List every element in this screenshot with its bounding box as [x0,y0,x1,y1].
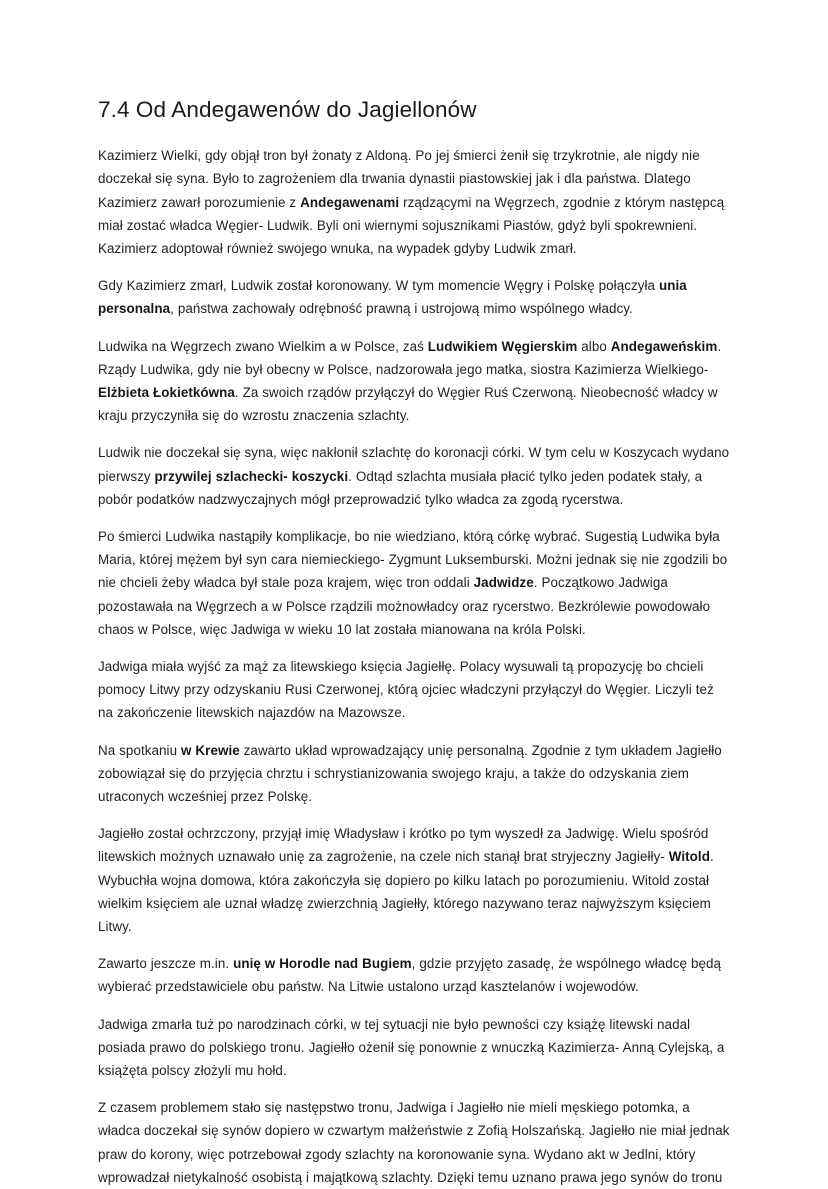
body-text: Na spotkaniu [98,742,182,758]
body-text: Jadwiga miała wyjść za mąż za litewskiego księcia Jagiełłę. Polacy wysuwali tą propozycję bo chcieli pomocy Litwy przy odzyskaniu Rusi Czerwonej, którą ojciec władczyni przyłączył do Węgier. Liczyli też na zakończenie litewskich najazdów na Mazowsze. [98,658,714,721]
body-text: . Za swoich rządów przyłączył do Węgier Ruś Czerwoną. Nieobecność władcy w kraju przyczyniła się do wzrostu znaczenia szlachty. [98,384,718,424]
paragraph [98,525,732,641]
emphasis-text: w Krewie [181,742,240,758]
body-text: . Początkowo Jadwiga pozostawała na Węgrzech a w Polsce rządzili możnowładcy oraz rycerstwo. Bezkrólewie powodowało chaos w Polsce, więc Jadwiga w wieku 10 lat została mianowana na króla Polski. [98,575,711,637]
body-text: , gdzie przyjęto zasadę, że wspólnego władcę będą wybierać przedstawiciele obu państw. Na Litwie ustalono urząd kasztelanów i wojewodów. [98,956,722,995]
paragraph [98,441,732,511]
emphasis-text: Ludwikiem Węgierskim [427,338,578,354]
emphasis-text: Jadwidze [473,575,534,591]
body-text: Ludwik nie doczekał się syna, więc nakłonił szlachtę do koronacji córki. W tym celu w Koszycach wydano pierwszy [98,445,730,484]
paragraph [98,144,732,260]
paragraph [98,274,732,320]
paragraph [98,739,732,809]
body-text: . Wybuchła wojna domowa, która zakończyła się dopiero po kilku latach po porozumieniu. Witold został wielkim księciem ale uznał władzę zwierzchnią Jagiełły, którego nazywano teraz najwyższym księciem Litwy. [98,849,714,935]
body-text: . Rządy Ludwika, gdy nie był obecny w Polsce, nadzorowała jego matka, siostra Kazimierza Wielkiego- [98,338,722,377]
paragraph [98,655,732,725]
body-text: Kazimierz Wielki, gdy objął tron był żonaty z Aldoną. Po jej śmierci żenił się trzykrotnie, ale nigdy nie doczekał się syna. Było to zagrożeniem dla trwania dynastii piastowskiej jak i dla państwa. Dlatego Kazimierz zawarł porozumienie z [98,148,700,210]
body-text: , państwa zachowały odrębność prawną i ustrojową mimo wspólnego władcy. [170,301,633,317]
body-text: rządzącymi na Węgrzech, zgodnie z którym następcą miał zostać władca Węgier- Ludwik. Byli oni wiernymi sojusznikami Piastów, gdyż byli spokrewnieni. Kazimierz adoptował również swojego wnuka, na wypadek gdyby Ludwik zmarł. [98,194,725,256]
body-text: Jagiełło został ochrzczony, przyjął imię Władysław i krótko po tym wyszedł za Jadwigę. Wielu spośród litewskich możnych uznawało unię za zagrożenie, na czele nich stanął brat stryjeczny Jagiełły- [98,826,709,865]
document-body [98,144,732,1189]
page-title: 7.4 Od Andegawenów do Jagiellonów [98,97,477,122]
paragraph [98,335,732,428]
body-text: Z czasem problemem stało się następstwo tronu, Jadwiga i Jagiełło nie mieli męskiego potomka, a władca doczekał się synów dopiero w czwartym małżeństwie z Zofią Holszańską. Jagiełło nie miał jednak praw do korony, więc potrzebował zgody szlachty na koronowanie syna. Wydano akt w Jedlni, który wprowadzał nietykalność osobistą i majątkową szlachty. Dzięki temu uznano prawa jego synów do tronu [98,1100,730,1185]
emphasis-text: Elżbieta Łokietkówna [98,384,235,400]
body-text: Gdy Kazimierz zmarł, Ludwik został koronowany. W tym momencie Węgry i Polskę połączyła [98,278,659,294]
body-text: zawarto układ wprowadzający unię personalną. Zgodnie z tym układem Jagiełło zobowiązał się do przyjęcia chrztu i schrystianizowania swojego kraju, a także do odzyskania ziem utraconych wcześniej przez Polskę. [98,742,722,804]
paragraph [98,952,732,998]
emphasis-text: Andegaweńskim [610,338,718,354]
body-text: Jadwiga zmarła tuż po narodzinach córki, w tej sytuacji nie było pewności czy książę litewski nadal posiada prawo do polskiego tronu. Jagiełło ożenił się ponownie z wnuczką Kazimierza- Anną Cylejską, a książęta polscy złożyli mu hołd. [98,1016,725,1079]
paragraph [98,822,732,938]
body-text: Po śmierci Ludwika nastąpiły komplikacje, bo nie wiedziano, którą córkę wybrać. Sugestią Ludwika była Maria, której mężem był syn cara niemieckiego- Zygmunt Luksemburski. Możni jednak się nie zgodzili bo nie chcieli żeby władca był stale poza krajem, więc tron oddali [98,528,728,591]
paragraph [98,1013,732,1083]
emphasis-text: unia personalna [98,278,687,317]
emphasis-text: Andegawenami [300,194,400,210]
emphasis-text: przywilej szlachecki- koszycki [154,468,349,484]
emphasis-text: unię w Horodle nad Bugiem [233,956,412,972]
body-text: . Odtąd szlachta musiała płacić tylko jeden podatek stały, a pobór podatków nadzwyczajnych mógł przeprowadzić tylko władca za zgodą rycerstwa. [98,468,703,507]
paragraph [98,1096,732,1189]
body-text: albo [577,338,611,354]
body-text: Ludwika na Węgrzech zwano Wielkim a w Polsce, zaś [98,338,428,354]
body-text: Zawarto jeszcze m.in. [98,956,234,972]
emphasis-text: Witold [668,849,710,865]
